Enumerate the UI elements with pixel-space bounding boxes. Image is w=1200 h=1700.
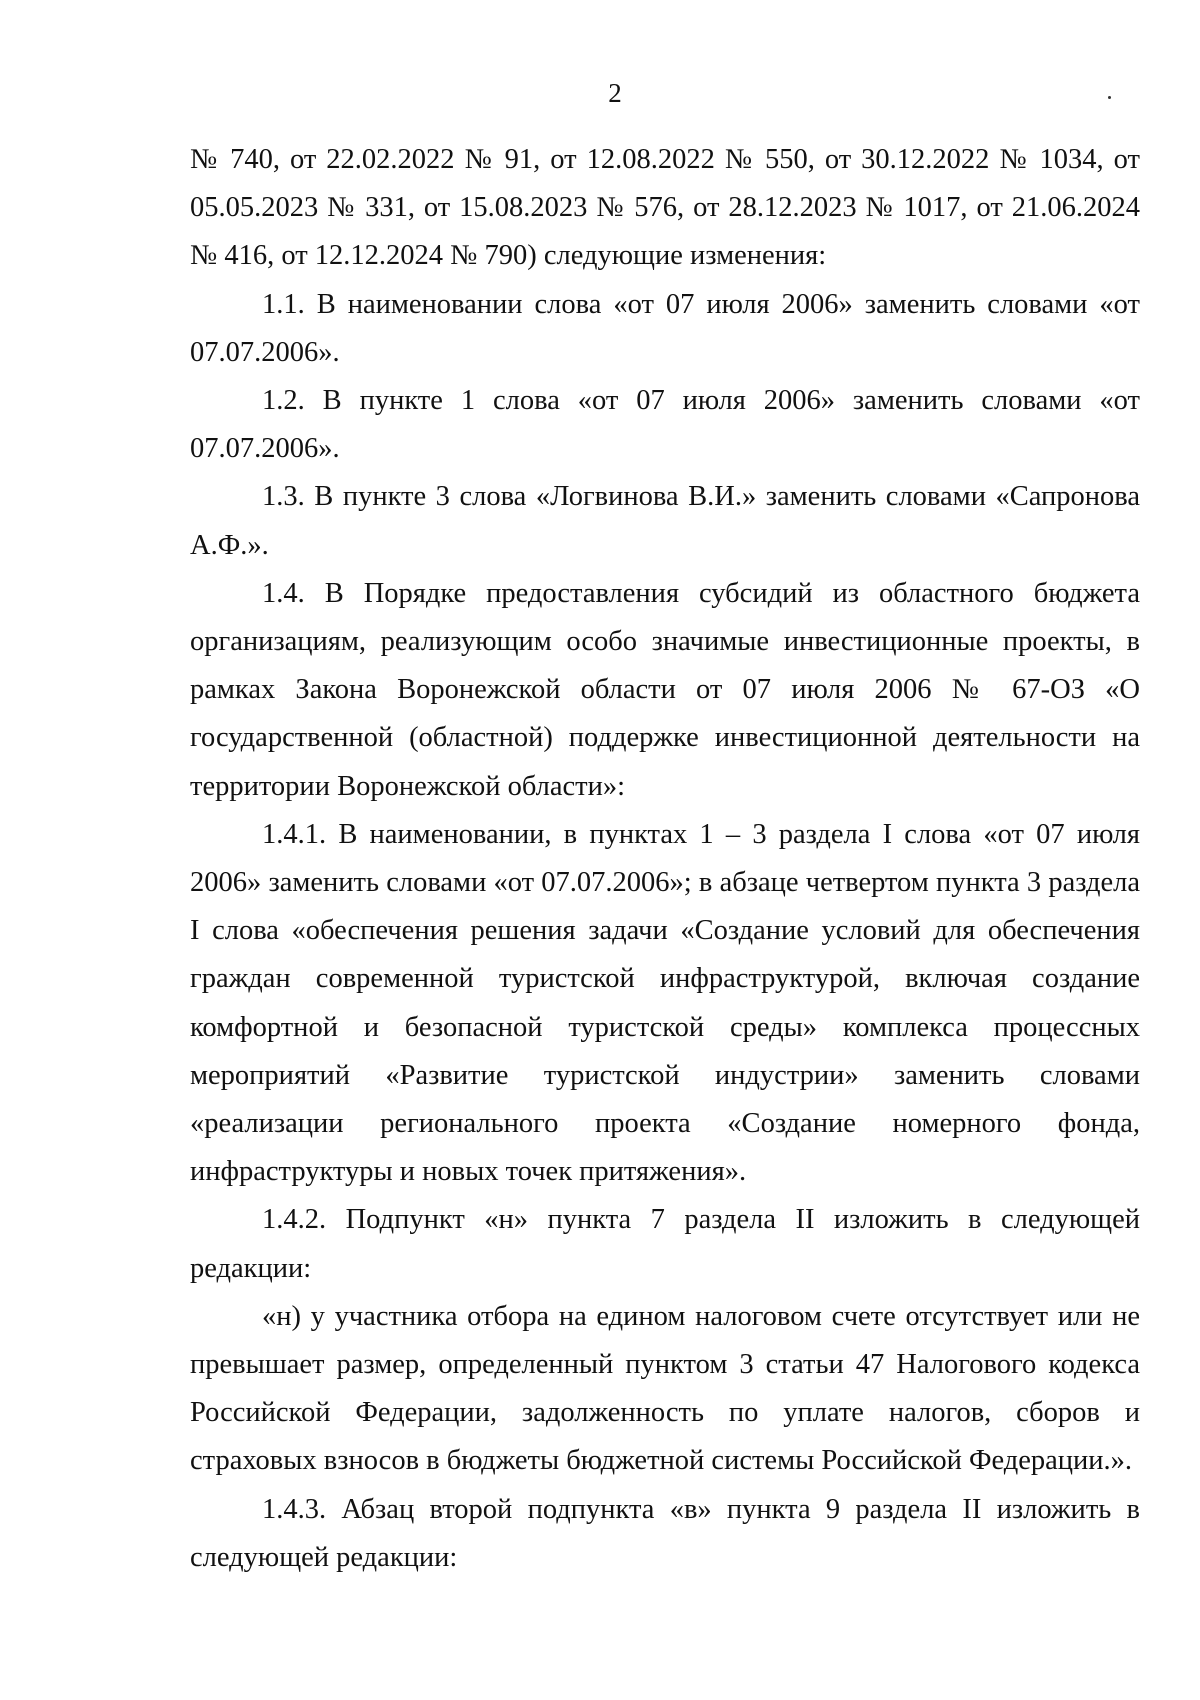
paragraph-1-3: 1.3. В пункте 3 слова «Логвинова В.И.» заменить словами «Сапронова А.Ф.». <box>190 481 1140 561</box>
paragraph-1-4-2: 1.4.2. Подпункт «н» пункта 7 раздела II изложить в следующей редакции: <box>190 1204 1140 1284</box>
paragraph-quote-n: «н) у участника отбора на едином налоговом счете отсутствует или не превышает размер, определенный пунктом 3 статьи 47 Налогового кодекса Российской Федерации, задолженность по уплате налогов, сборов и страховых взносов в бюджеты бюджетной системы Российской Федерации.». <box>190 1300 1140 1477</box>
paragraph-1-4-3: 1.4.3. Абзац второй подпункта «в» пункта 9 раздела II изложить в следующей редакции: <box>190 1493 1140 1573</box>
paragraph-1-4-1: 1.4.1. В наименовании, в пунктах 1 – 3 раздела I слова «от 07 июля 2006» заменить словами «от 07.07.2006»; в абзаце четвертом пункта 3 раздела I слова «обеспечения решения задачи «Создание условий для обеспечения граждан современной туристской инфраструктурой, включая создание комфортной и безопасной туристской среды» комплекса процессных мероприятий «Развитие туристской индустрии» заменить словами «реализации регионального проекта «Создание номерного фонда, инфраструктуры и новых точек притяжения». <box>190 818 1140 1188</box>
paragraph-1-2: 1.2. В пункте 1 слова «от 07 июля 2006» заменить словами «от 07.07.2006». <box>190 385 1140 465</box>
page-number: 2 <box>608 78 622 108</box>
scan-speck <box>1108 96 1111 99</box>
paragraph-1-1: 1.1. В наименовании слова «от 07 июля 2006» заменить словами «от 07.07.2006». <box>190 288 1140 368</box>
paragraph-1-4: 1.4. В Порядке предоставления субсидий из областного бюджета организациям, реализующим особо значимые инвестиционные проекты, в рамках Закона Воронежской области от 07 июля 2006 № 67-ОЗ «О государственной (областной) поддержке инвестиционной деятельности на территории Воронежской области»: <box>190 577 1140 802</box>
document-body <box>190 136 1140 1582</box>
paragraph-continuation: № 740, от 22.02.2022 № 91, от 12.08.2022 № 550, от 30.12.2022 № 1034, от 05.05.2023 № 331, от 15.08.2023 № 576, от 28.12.2023 № 1017, от 21.06.2024 № 416, от 12.12.2024 № 790) следующие изменения: <box>190 144 1140 272</box>
